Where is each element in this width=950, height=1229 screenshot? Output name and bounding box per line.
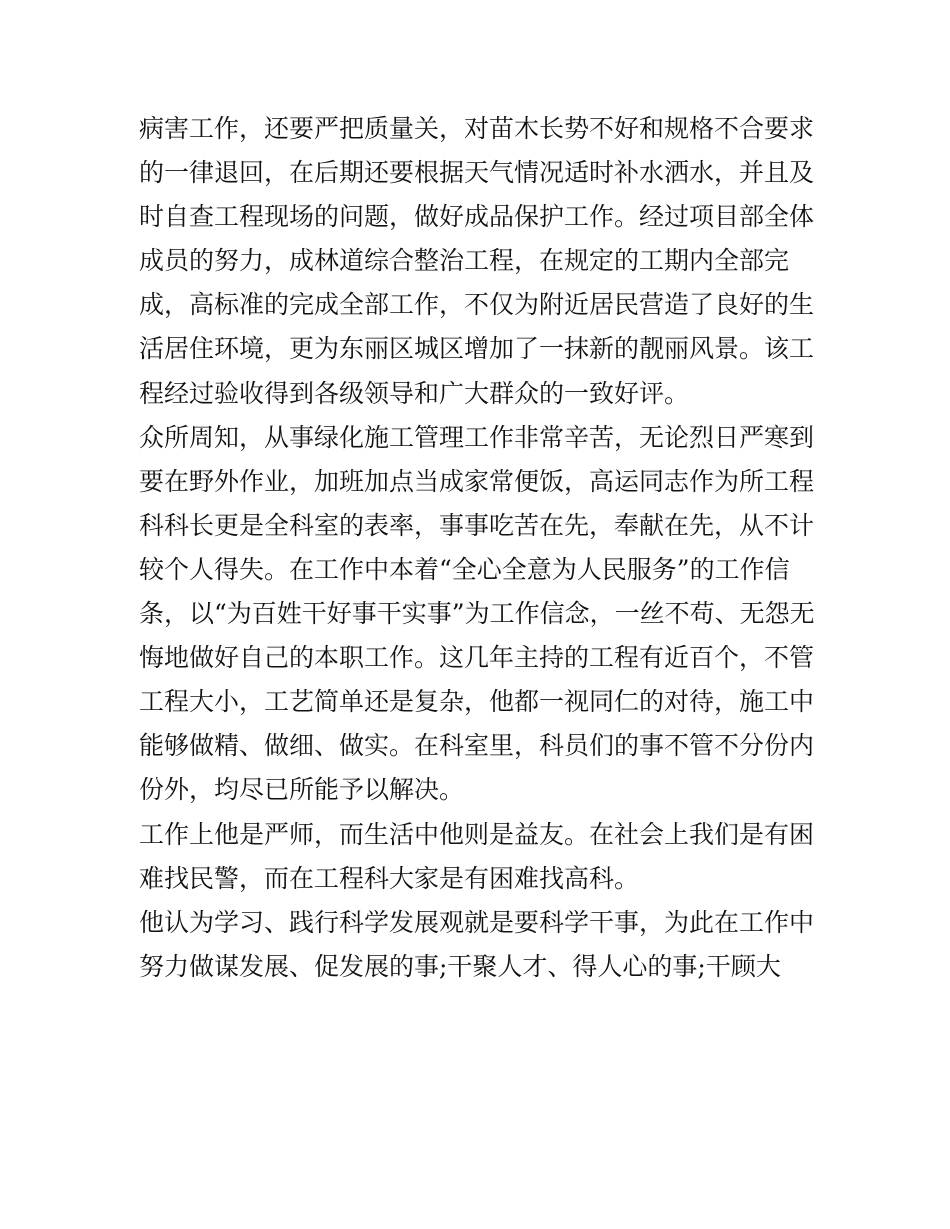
text-line-3: 时自查工程现场的问题，做好成品保护工作。经过项目部全体 [139,202,815,232]
text-line-15: 能够做精、做细、做实。在科室里，科员们的事不管不分份内 [139,731,815,761]
document-body [139,107,819,989]
text-line-12: 条，以“为百姓干好事干实事”为工作信念，一丝不苟、无怨无 [139,599,815,629]
text-line-2: 的一律退回，在后期还要根据天气情况适时补水洒水，并且及 [139,158,815,188]
text-line-8: 众所周知，从事绿化施工管理工作非常辛苦，无论烈日严寒到 [139,422,815,452]
text-line-13: 悔地做好自己的本职工作。这几年主持的工程有近百个，不管 [139,643,815,673]
text-line-16: 份外，均尽已所能予以解决。 [139,775,465,805]
text-line-1: 病害工作，还要严把质量关，对苗木长势不好和规格不合要求 [139,114,815,143]
text-line-5: 成，高标准的完成全部工作，不仅为附近居民营造了良好的生 [139,290,815,320]
text-line-4: 成员的努力，成林道综合整治工程，在规定的工期内全部完 [139,246,790,276]
text-line-6: 活居住环境，更为东丽区城区增加了一抹新的靓丽风景。该工 [139,334,815,364]
text-line-11: 较个人得失。在工作中本着“全心全意为人民服务”的工作信 [139,554,790,584]
text-line-9: 要在野外作业，加班加点当成家常便饭，高运同志作为所工程 [139,466,815,496]
text-line-17: 工作上他是严师，而生活中他则是益友。在社会上我们是有困 [139,819,815,849]
text-line-20: 努力做谋发展、促发展的事;干聚人才、得人心的事;干顾大 [139,951,781,981]
text-line-10: 科科长更是全科室的表率，事事吃苦在先，奉献在先，从不计 [139,510,815,540]
text-line-19: 他认为学习、践行科学发展观就是要科学干事，为此在工作中 [139,907,815,937]
text-line-14: 工程大小，工艺简单还是复杂，他都一视同仁的对待，施工中 [139,687,815,717]
text-line-7: 程经过验收得到各级领导和广大群众的一致好评。 [139,378,690,408]
text-line-18: 难找民警，而在工程科大家是有困难找高科。 [139,863,640,893]
